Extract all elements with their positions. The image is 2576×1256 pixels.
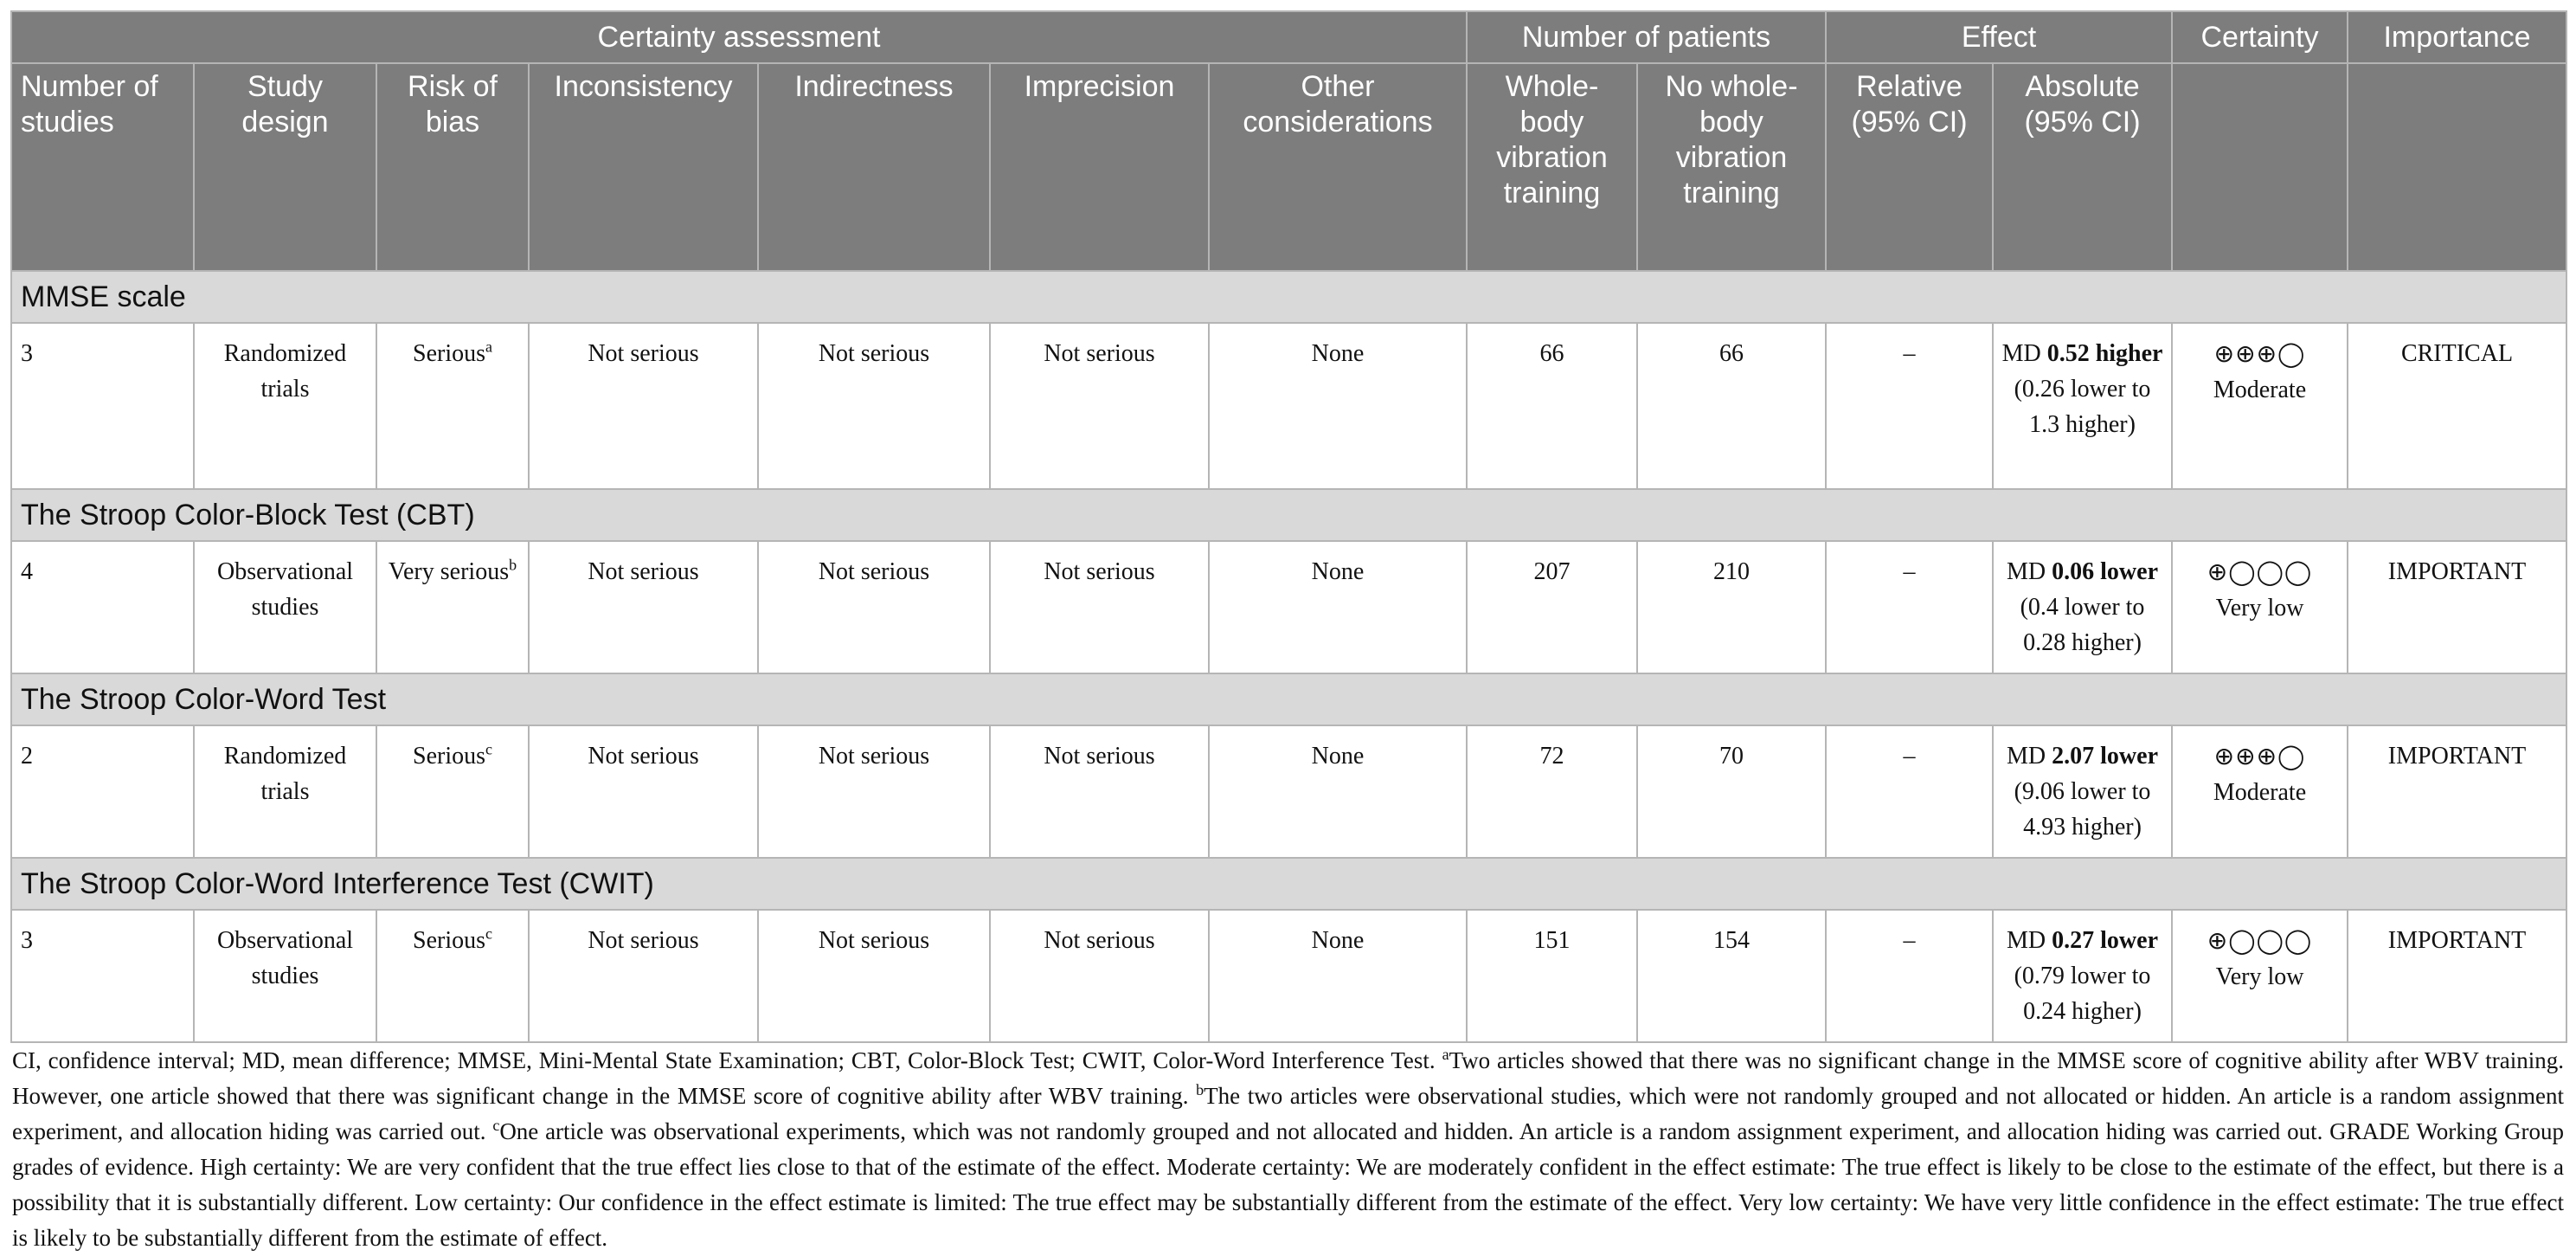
cell-indirectness: Not serious xyxy=(758,541,990,673)
certainty-rating-icon: ⊕⊕⊕◯ xyxy=(2213,339,2306,368)
cell-bias xyxy=(376,910,529,1042)
footnote-c-text: One article was observational experiments, which was not randomly grouped and not allocated and hidden. An article is a random assignment experiment, and allocation hiding was carried out. GRADE Working Group grades of evidence. High certainty: We are very confident that the true effect lies close to that of the estimate of the effect. Moderate certainty: We are moderately confident in the effect estimate: The true effect is likely to be close to the estimate of the effect, but there is a possibility that it is substantially different. Low certainty: Our confidence in the effect estimate is limited: The true effect may be substantially different from the estimate of the effect. Very low certainty: We have very little confidence in the effect estimate: The true effect is likely to be substantially different from the estimate of effect. xyxy=(12,1118,2564,1251)
cell-relative: – xyxy=(1826,910,1993,1042)
cell-wbv: 207 xyxy=(1467,541,1637,673)
col-certainty-blank xyxy=(2172,63,2348,271)
group-header-number-of-patients: Number of patients xyxy=(1467,11,1826,63)
certainty-label: Very low xyxy=(2215,963,2304,990)
cell-indirectness: Not serious xyxy=(758,910,990,1042)
col-imprecision: Imprecision xyxy=(990,63,1209,271)
cell-absolute xyxy=(1993,910,2172,1042)
col-risk-of-bias: Risk of bias xyxy=(376,63,529,271)
cell-no-wbv: 66 xyxy=(1637,323,1826,489)
abs-estimate: 2.07 lower xyxy=(2052,743,2158,770)
bias-footnote-mark: b xyxy=(509,556,517,574)
cell-other: None xyxy=(1209,725,1467,858)
bias-footnote-mark: a xyxy=(485,338,492,356)
cell-imprecision: Not serious xyxy=(990,541,1209,673)
certainty-rating-icon: ⊕⊕⊕◯ xyxy=(2213,742,2306,770)
col-other-considerations: Other considerations xyxy=(1209,63,1467,271)
group-header-certainty: Certainty xyxy=(2172,11,2348,63)
section-title-color-word: The Stroop Color-Word Test xyxy=(11,673,2566,725)
section-row xyxy=(11,271,2566,323)
bias-text: Serious xyxy=(413,743,485,770)
bias-text: Very serious xyxy=(388,558,510,585)
abs-estimate: 0.06 lower xyxy=(2052,558,2158,585)
bias-text: Serious xyxy=(413,340,485,367)
section-title-cbt: The Stroop Color-Block Test (CBT) xyxy=(11,489,2566,541)
cell-relative: – xyxy=(1826,541,1993,673)
table-row xyxy=(11,725,2566,858)
group-header-certainty-assessment: Certainty assessment xyxy=(11,11,1467,63)
table-row xyxy=(11,541,2566,673)
cell-importance: CRITICAL xyxy=(2348,323,2566,489)
abs-ci: (0.4 lower to 0.28 higher) xyxy=(2020,594,2145,656)
cell-design: Observational studies xyxy=(194,541,376,673)
cell-importance: IMPORTANT xyxy=(2348,910,2566,1042)
section-title-mmse: MMSE scale xyxy=(11,271,2566,323)
col-wbv-training: Whole-body vibration training xyxy=(1467,63,1637,271)
certainty-label: Moderate xyxy=(2213,377,2307,403)
col-study-design: Study design xyxy=(194,63,376,271)
group-header-importance: Importance xyxy=(2348,11,2566,63)
footnote-mark-b: b xyxy=(1196,1081,1204,1098)
certainty-rating-icon: ⊕◯◯◯ xyxy=(2207,926,2313,955)
header-column-row xyxy=(11,63,2566,271)
bias-footnote-mark: c xyxy=(485,924,492,943)
cell-other: None xyxy=(1209,541,1467,673)
col-indirectness: Indirectness xyxy=(758,63,990,271)
cell-design: Randomized trials xyxy=(194,323,376,489)
col-inconsistency: Inconsistency xyxy=(529,63,758,271)
col-number-of-studies: Number of studies xyxy=(11,63,194,271)
cell-imprecision: Not serious xyxy=(990,910,1209,1042)
footnote-b-text: The two articles were observational studies, which were not randomly grouped and not allocated or hidden. An article is a random assignment experiment, and allocation hiding was carried out. xyxy=(12,1083,2564,1144)
cell-certainty xyxy=(2172,910,2348,1042)
group-header-effect: Effect xyxy=(1826,11,2172,63)
cell-inconsistency: Not serious xyxy=(529,725,758,858)
cell-other: None xyxy=(1209,910,1467,1042)
col-relative-ci: Relative (95% CI) xyxy=(1826,63,1993,271)
section-row xyxy=(11,489,2566,541)
header-group-row xyxy=(11,11,2566,63)
abs-prefix: MD xyxy=(2007,927,2052,954)
grade-evidence-table xyxy=(10,10,2567,1043)
cell-importance: IMPORTANT xyxy=(2348,541,2566,673)
abs-prefix: MD xyxy=(2001,340,2047,367)
table-footnote xyxy=(10,1043,2566,1256)
abs-estimate: 0.27 lower xyxy=(2052,927,2158,954)
footnote-a-text: Two articles showed that there was no significant change in the MMSE score of cognitive ability after WBV training. However, one article showed that there was significant change in the MMSE score of cognitive ability after WBV training. xyxy=(12,1047,2564,1109)
bias-text: Serious xyxy=(413,927,485,954)
section-title-cwit: The Stroop Color-Word Interference Test (CWIT) xyxy=(11,858,2566,910)
cell-wbv: 66 xyxy=(1467,323,1637,489)
table-row xyxy=(11,323,2566,489)
abs-prefix: MD xyxy=(2007,558,2052,585)
cell-absolute xyxy=(1993,725,2172,858)
cell-no-wbv: 70 xyxy=(1637,725,1826,858)
cell-certainty xyxy=(2172,725,2348,858)
col-absolute-ci: Absolute (95% CI) xyxy=(1993,63,2172,271)
cell-indirectness: Not serious xyxy=(758,725,990,858)
abs-ci: (9.06 lower to 4.93 higher) xyxy=(2014,778,2151,841)
cell-relative: – xyxy=(1826,725,1993,858)
abs-estimate: 0.52 higher xyxy=(2046,340,2163,367)
footnote-abbreviations: CI, confidence interval; MD, mean difference; MMSE, Mini-Mental State Examination; CBT, Color-Block Test; CWIT, Color-Word Interference Test. xyxy=(12,1047,1442,1073)
cell-imprecision: Not serious xyxy=(990,725,1209,858)
cell-inconsistency: Not serious xyxy=(529,541,758,673)
certainty-rating-icon: ⊕◯◯◯ xyxy=(2207,557,2313,586)
cell-bias xyxy=(376,725,529,858)
footnote-mark-a: a xyxy=(1442,1046,1449,1063)
cell-other: None xyxy=(1209,323,1467,489)
table-row xyxy=(11,910,2566,1042)
cell-relative: – xyxy=(1826,323,1993,489)
cell-absolute xyxy=(1993,323,2172,489)
section-row xyxy=(11,673,2566,725)
grade-evidence-table-container xyxy=(10,10,2566,1256)
cell-studies: 4 xyxy=(11,541,194,673)
cell-indirectness: Not serious xyxy=(758,323,990,489)
abs-ci: (0.79 lower to 0.24 higher) xyxy=(2014,963,2151,1025)
cell-design: Randomized trials xyxy=(194,725,376,858)
cell-inconsistency: Not serious xyxy=(529,323,758,489)
cell-wbv: 151 xyxy=(1467,910,1637,1042)
cell-no-wbv: 154 xyxy=(1637,910,1826,1042)
cell-inconsistency: Not serious xyxy=(529,910,758,1042)
cell-certainty xyxy=(2172,323,2348,489)
certainty-label: Moderate xyxy=(2213,779,2307,806)
abs-prefix: MD xyxy=(2007,743,2052,770)
cell-design: Observational studies xyxy=(194,910,376,1042)
cell-studies: 3 xyxy=(11,323,194,489)
cell-certainty xyxy=(2172,541,2348,673)
col-no-wbv-training: No whole-body vibration training xyxy=(1637,63,1826,271)
col-importance-blank xyxy=(2348,63,2566,271)
footnote-mark-c: c xyxy=(492,1117,500,1134)
certainty-label: Very low xyxy=(2215,595,2304,622)
cell-wbv: 72 xyxy=(1467,725,1637,858)
bias-footnote-mark: c xyxy=(485,740,492,758)
abs-ci: (0.26 lower to 1.3 higher) xyxy=(2014,376,2151,438)
cell-absolute xyxy=(1993,541,2172,673)
cell-studies: 2 xyxy=(11,725,194,858)
section-row xyxy=(11,858,2566,910)
cell-studies: 3 xyxy=(11,910,194,1042)
cell-importance: IMPORTANT xyxy=(2348,725,2566,858)
cell-bias xyxy=(376,323,529,489)
cell-imprecision: Not serious xyxy=(990,323,1209,489)
cell-bias xyxy=(376,541,529,673)
cell-no-wbv: 210 xyxy=(1637,541,1826,673)
